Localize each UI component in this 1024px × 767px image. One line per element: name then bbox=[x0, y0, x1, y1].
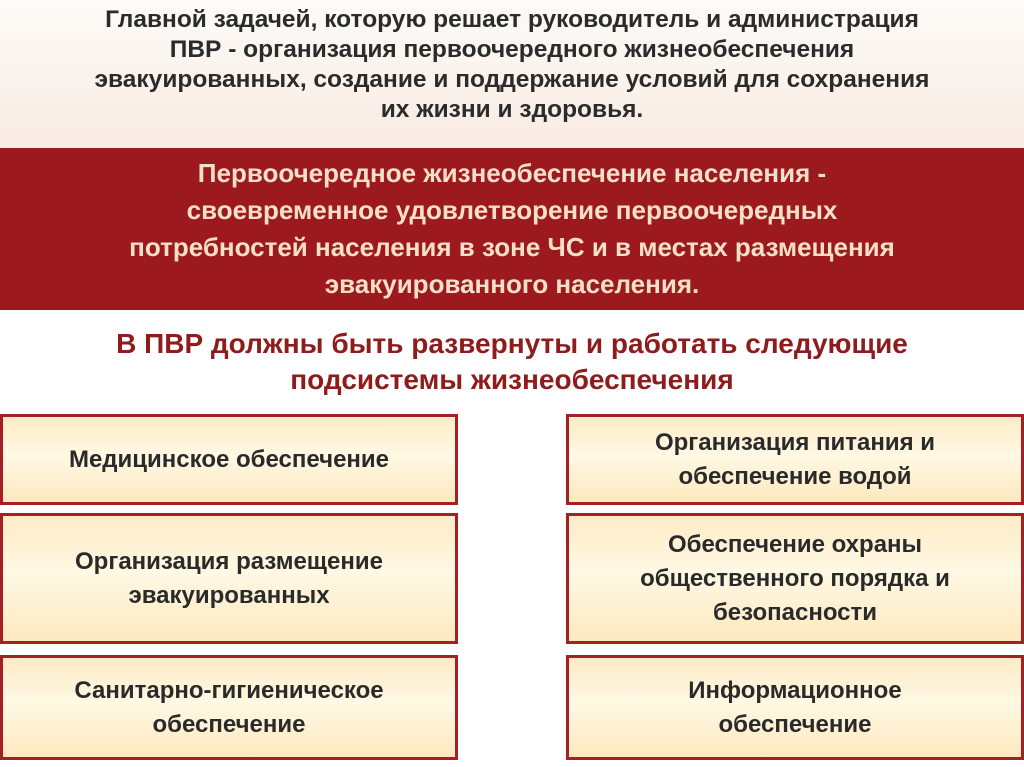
intro-line: Главной задачей, которую решает руководитель и администрация bbox=[105, 6, 919, 33]
subsystem-label-line: Организация питания и bbox=[654, 428, 936, 456]
subsystem-label-line: обеспечение bbox=[718, 710, 872, 738]
definition-line: эвакуированного населения. bbox=[324, 269, 700, 299]
subsystem-label-line: общественного порядка и bbox=[640, 564, 950, 592]
subsystem-information-box bbox=[566, 655, 1024, 760]
subsystem-food-water-label bbox=[655, 426, 935, 494]
definition-banner bbox=[0, 148, 1024, 310]
intro-text-block bbox=[0, 0, 1024, 148]
subsystem-label-line: Санитарно-гигиеническое bbox=[74, 676, 384, 704]
subsystem-medical-box bbox=[0, 414, 458, 505]
definition-line: потребностей населения в зоне ЧС и в местах размещения bbox=[129, 232, 895, 262]
subsystem-public-order-box bbox=[566, 513, 1024, 644]
intro-line: их жизни и здоровья. bbox=[380, 96, 644, 123]
subsystem-label-line: Обеспечение охраны bbox=[667, 530, 923, 558]
subsystem-label-line: Организация размещение bbox=[75, 547, 383, 575]
subsystem-accommodation-box bbox=[0, 513, 458, 644]
subsystem-label-line: Информационное bbox=[688, 676, 902, 704]
subsystems-heading-line: подсистемы жизнеобеспечения bbox=[290, 364, 734, 395]
subsystems-heading-line: В ПВР должны быть развернуты и работать следующие bbox=[116, 328, 908, 359]
subsystem-label-line: обеспечение bbox=[152, 710, 306, 738]
subsystem-sanitary-label bbox=[74, 674, 383, 742]
intro-line: ПВР - организация первоочередного жизнеобеспечения bbox=[169, 36, 855, 63]
definition-line: своевременное удовлетворение первоочередных bbox=[186, 195, 838, 225]
subsystems-heading bbox=[0, 326, 1024, 398]
intro-line: эвакуированных, создание и поддержание условий для сохранения bbox=[94, 66, 930, 93]
definition-line: Первоочередное жизнеобеспечение населения - bbox=[197, 158, 827, 188]
subsystem-public-order-label bbox=[640, 528, 950, 630]
subsystem-medical-label bbox=[69, 443, 389, 477]
subsystem-information-label bbox=[688, 674, 901, 742]
subsystem-food-water-box bbox=[566, 414, 1024, 505]
subsystem-sanitary-box bbox=[0, 655, 458, 760]
subsystem-label-line: обеспечение водой bbox=[678, 462, 912, 490]
subsystem-label-line: эвакуированных bbox=[128, 581, 330, 609]
subsystem-label-line: безопасности bbox=[712, 598, 878, 626]
subsystem-accommodation-label bbox=[75, 545, 383, 613]
subsystem-label-line: Медицинское обеспечение bbox=[68, 445, 390, 473]
